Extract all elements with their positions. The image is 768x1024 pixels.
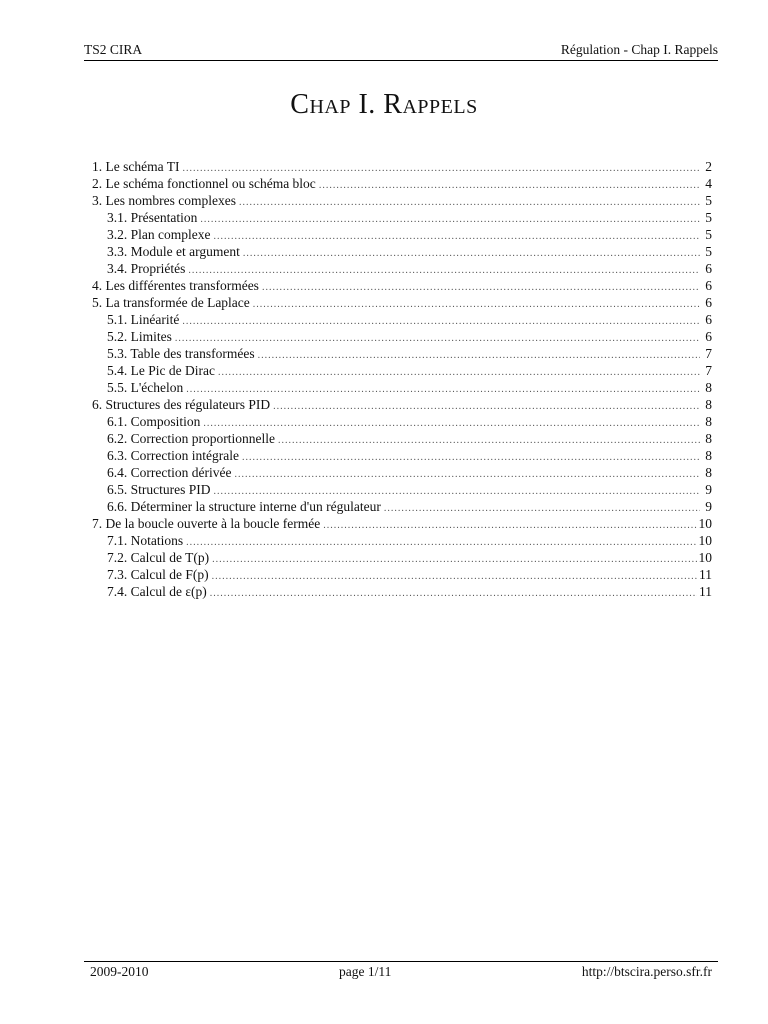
- toc-entry-page[interactable]: 7: [705, 346, 712, 361]
- toc-leader-dots: [182, 313, 700, 330]
- toc-entry[interactable]: [92, 413, 712, 430]
- toc-entry-page[interactable]: 10: [698, 533, 712, 548]
- toc-leader-dots: [239, 194, 700, 211]
- toc-entry-title[interactable]: 6.2. Correction proportionnelle: [107, 431, 275, 446]
- toc-entry[interactable]: [92, 328, 712, 345]
- toc-leader-dots: [258, 347, 700, 364]
- toc-entry-title[interactable]: 7.3. Calcul de F(p): [107, 567, 209, 582]
- toc-leader-dots: [200, 211, 700, 228]
- toc-entry[interactable]: [92, 566, 712, 583]
- toc-entry-page[interactable]: 8: [705, 380, 712, 395]
- toc-leader-dots: [253, 296, 700, 313]
- page-footer: [84, 961, 718, 980]
- toc-entry[interactable]: [92, 379, 712, 396]
- toc-entry-page[interactable]: 6: [705, 278, 712, 293]
- toc-entry-page[interactable]: 9: [705, 499, 712, 514]
- header-course: TS2 CIRA: [84, 42, 143, 57]
- toc-leader-dots: [210, 585, 697, 602]
- toc-entry-title[interactable]: 3.4. Propriétés: [107, 261, 186, 276]
- toc-entry-page[interactable]: 2: [705, 159, 712, 174]
- toc-leader-dots: [319, 177, 700, 194]
- toc-entry-page[interactable]: 6: [705, 261, 712, 276]
- toc-leader-dots: [218, 364, 700, 381]
- toc-entry-page[interactable]: 8: [705, 414, 712, 429]
- toc-entry[interactable]: [92, 277, 712, 294]
- toc-entry-page[interactable]: 8: [705, 465, 712, 480]
- toc-entry[interactable]: [92, 430, 712, 447]
- page-header: [84, 42, 718, 61]
- toc-entry[interactable]: [92, 447, 712, 464]
- toc-entry-title[interactable]: 2. Le schéma fonctionnel ou schéma bloc: [92, 176, 316, 191]
- toc-entry-title[interactable]: 5. La transformée de Laplace: [92, 295, 250, 310]
- toc-leader-dots: [262, 279, 700, 296]
- toc-entry[interactable]: [92, 345, 712, 362]
- toc-leader-dots: [188, 262, 700, 279]
- toc-leader-dots: [384, 500, 700, 517]
- toc-entry-page[interactable]: 8: [705, 397, 712, 412]
- toc-entry-title[interactable]: 5.4. Le Pic de Dirac: [107, 363, 215, 378]
- toc-leader-dots: [243, 245, 700, 262]
- toc-entry-page[interactable]: 10: [698, 550, 712, 565]
- toc-entry[interactable]: [92, 243, 712, 260]
- toc-entry[interactable]: [92, 294, 712, 311]
- toc-entry-title[interactable]: 3. Les nombres complexes: [92, 193, 236, 208]
- table-of-contents: [92, 158, 712, 600]
- toc-entry-title[interactable]: 3.1. Présentation: [107, 210, 198, 225]
- toc-entry-page[interactable]: 6: [705, 295, 712, 310]
- toc-entry[interactable]: [92, 175, 712, 192]
- toc-entry-title[interactable]: 6. Structures des régulateurs PID: [92, 397, 271, 412]
- page-title: Chap I. Rappels: [290, 88, 478, 120]
- toc-entry-page[interactable]: 7: [705, 363, 712, 378]
- toc-entry-page[interactable]: 8: [705, 431, 712, 446]
- toc-entry-page[interactable]: 11: [699, 567, 712, 582]
- toc-entry-title[interactable]: 7.1. Notations: [107, 533, 184, 548]
- toc-entry[interactable]: [92, 209, 712, 226]
- toc-entry-title[interactable]: 5.2. Limites: [107, 329, 172, 344]
- toc-entry[interactable]: [92, 498, 712, 515]
- toc-entry[interactable]: [92, 192, 712, 209]
- toc-entry-page[interactable]: 9: [705, 482, 712, 497]
- toc-entry-page[interactable]: 11: [699, 584, 712, 599]
- toc-entry-title[interactable]: 5.3. Table des transformées: [107, 346, 255, 361]
- toc-entry[interactable]: [92, 515, 712, 532]
- toc-entry-title[interactable]: 6.4. Correction dérivée: [107, 465, 232, 480]
- toc-leader-dots: [234, 466, 700, 483]
- toc-entry[interactable]: [92, 226, 712, 243]
- toc-entry-title[interactable]: 1. Le schéma TI: [92, 159, 180, 174]
- footer-url: http://btscira.perso.sfr.fr: [581, 964, 712, 979]
- toc-entry-title[interactable]: 5.1. Linéarité: [107, 312, 180, 327]
- toc-leader-dots: [273, 398, 700, 415]
- toc-leader-dots: [212, 551, 696, 568]
- toc-entry[interactable]: [92, 362, 712, 379]
- toc-leader-dots: [323, 517, 696, 534]
- toc-leader-dots: [186, 534, 696, 551]
- toc-entry[interactable]: [92, 481, 712, 498]
- toc-entry-title[interactable]: 7. De la boucle ouverte à la boucle fermée: [92, 516, 321, 531]
- toc-entry[interactable]: [92, 549, 712, 566]
- toc-entry-title[interactable]: 5.5. L'échelon: [107, 380, 184, 395]
- toc-entry-title[interactable]: 7.4. Calcul de ε(p): [107, 584, 207, 599]
- toc-entry[interactable]: [92, 396, 712, 413]
- toc-entry-page[interactable]: 6: [705, 312, 712, 327]
- footer-page-number: page 1/11: [339, 964, 392, 979]
- toc-entry[interactable]: [92, 260, 712, 277]
- toc-leader-dots: [278, 432, 700, 449]
- toc-entry[interactable]: [92, 311, 712, 328]
- footer-year: 2009-2010: [90, 964, 149, 979]
- toc-entry-page[interactable]: 8: [705, 448, 712, 463]
- toc-entry[interactable]: [92, 532, 712, 549]
- toc-entry-page[interactable]: 5: [705, 227, 712, 242]
- toc-entry[interactable]: [92, 158, 712, 175]
- toc-leader-dots: [242, 449, 700, 466]
- toc-entry-title[interactable]: 6.3. Correction intégrale: [107, 448, 239, 463]
- toc-entry-title[interactable]: 3.2. Plan complexe: [107, 227, 211, 242]
- toc-entry[interactable]: [92, 583, 712, 600]
- toc-entry-page[interactable]: 5: [705, 244, 712, 259]
- toc-entry-title[interactable]: 6.6. Déterminer la structure interne d'un régulateur: [107, 499, 381, 514]
- toc-entry-page[interactable]: 5: [705, 193, 712, 208]
- toc-leader-dots: [213, 228, 700, 245]
- toc-entry-title[interactable]: 6.5. Structures PID: [107, 482, 211, 497]
- toc-entry-page[interactable]: 4: [705, 176, 712, 191]
- header-chapter: Régulation - Chap I. Rappels: [560, 42, 718, 57]
- toc-entry-title[interactable]: 6.1. Composition: [107, 414, 201, 429]
- toc-entry-title[interactable]: 3.3. Module et argument: [107, 244, 240, 259]
- toc-entry-page[interactable]: 10: [698, 516, 712, 531]
- toc-entry[interactable]: [92, 464, 712, 481]
- toc-leader-dots: [212, 568, 697, 585]
- toc-entry-title[interactable]: 7.2. Calcul de T(p): [107, 550, 210, 565]
- toc-entry-page[interactable]: 6: [705, 329, 712, 344]
- toc-entry-page[interactable]: 5: [705, 210, 712, 225]
- toc-entry-title[interactable]: 4. Les différentes transformées: [92, 278, 259, 293]
